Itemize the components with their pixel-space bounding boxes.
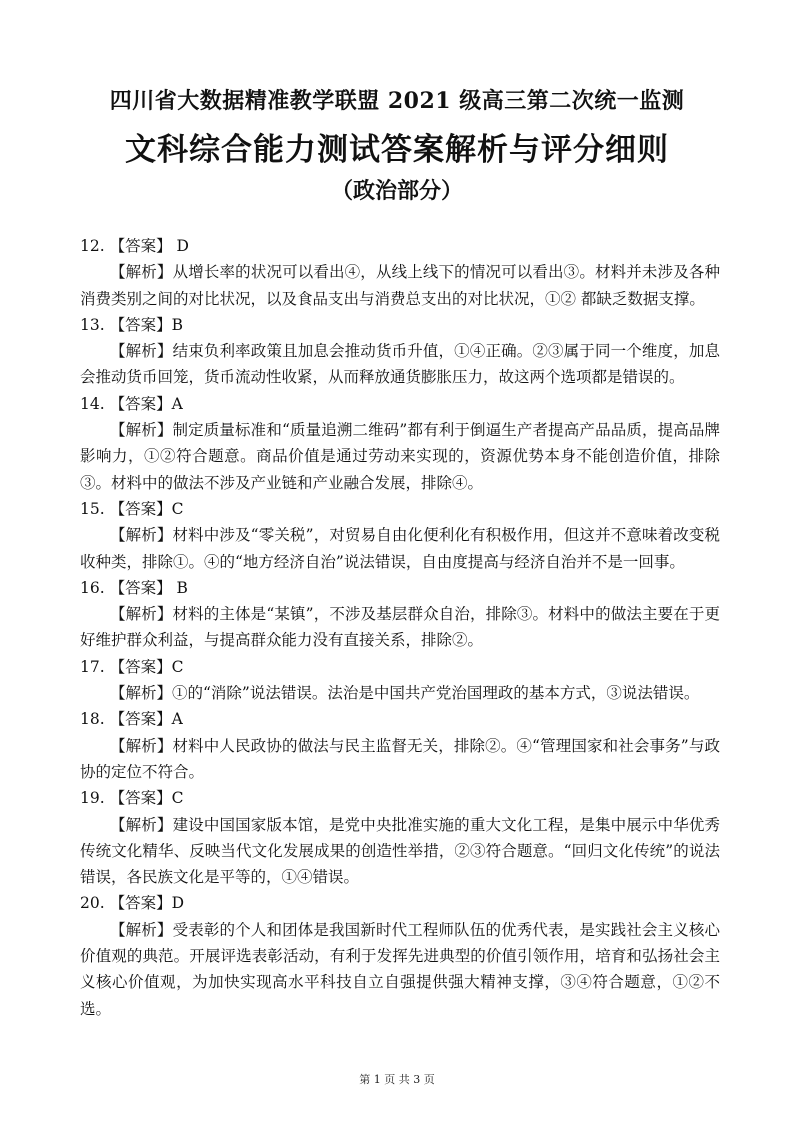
answer-line: 16. 【答案】 B — [80, 578, 188, 597]
answer-line: 20. 【答案】D — [80, 894, 185, 913]
answer-line: 13. 【答案】B — [80, 315, 183, 334]
section-subtitle: （政治部分） — [330, 178, 463, 204]
explanation-text: 【解析】从增长率的状况可以看出④，从线上线下的情况可以看出③。材料并未涉及各种消费类别之间的对比状况，以及食品支出与消费总支出的对比状况，①② 都缺乏数据支撑。 — [80, 263, 720, 308]
explanation-text: 【解析】①的“消除”说法错误。法治是中国共产党治国理政的基本方式，③说法错误。 — [110, 684, 700, 703]
answer-item-13 — [80, 312, 720, 391]
exam-title: 四川省大数据精准教学联盟 2021 级高三第二次统一监测 — [109, 88, 685, 114]
answer-line: 18. 【答案】A — [80, 710, 183, 729]
answer-item-20 — [80, 890, 720, 1021]
answer-item-16 — [80, 575, 720, 654]
answer-line: 14. 【答案】A — [80, 394, 183, 413]
explanation-text: 【解析】受表彰的个人和团体是我国新时代工程师队伍的优秀代表，是实践社会主义核心价值观的典范。开展评选表彰活动，有利于发挥先进典型的价值引领作用，培育和弘扬社会主义核心价值观，为加快实现高水平科技自立自强提供强大精神支撑，③④符合题意，①②不选。 — [80, 920, 720, 1018]
explanation-text: 【解析】制定质量标准和“质量追溯二维码”都有利于倒逼生产者提高产品品质，提高品牌影响力，①②符合题意。商品价值是通过劳动来实现的，资源优势本身不能创造价值，排除③。材料中的做法不涉及产业链和产业融合发展，排除④。 — [80, 421, 720, 492]
explanation-text: 【解析】建设中国国家版本馆，是党中央批准实施的重大文化工程，是集中展示中华优秀传统文化精华、反映当代文化发展成果的创造性举措，②③符合题意。“回归文化传统”的说法错误，各民族文化是平等的，①④错误。 — [80, 815, 720, 887]
answer-line: 19. 【答案】C — [80, 789, 184, 808]
page-number: 第 1 页 共 3 页 — [359, 1073, 435, 1086]
answer-item-14 — [80, 391, 720, 496]
document-title: 文科综合能力测试答案解析与评分细则 — [125, 132, 669, 168]
answer-item-17 — [80, 654, 720, 707]
answer-list — [80, 233, 720, 1022]
explanation-text: 【解析】材料的主体是“某镇”，不涉及基层群众自治，排除③。材料中的做法主要在于更好维护群众利益，与提高群众能力没有直接关系，排除②。 — [80, 605, 720, 650]
answer-item-18 — [80, 706, 720, 785]
answer-line: 17. 【答案】C — [80, 657, 184, 676]
explanation-text: 【解析】结束负利率政策且加息会推动货币升值，①④正确。②③属于同一个维度，加息会推动货币回笼，货币流动性收紧，从而释放通货膨胀压力，故这两个选项都是错误的。 — [80, 342, 720, 387]
explanation-text: 【解析】材料中涉及“零关税”，对贸易自由化便利化有积极作用，但这并不意味着改变税收种类，排除①。④的“地方经济自治”说法错误，自由度提高与经济自治并不是一回事。 — [80, 526, 720, 571]
answer-item-12 — [80, 233, 720, 312]
answer-line: 12. 【答案】 D — [80, 237, 189, 255]
answer-item-15 — [80, 496, 720, 575]
explanation-text: 【解析】材料中人民政协的做法与民主监督无关，排除②。④“管理国家和社会事务”与政协的定位不符合。 — [80, 736, 720, 781]
answer-item-19 — [80, 785, 720, 890]
answer-line: 15. 【答案】C — [80, 499, 184, 518]
